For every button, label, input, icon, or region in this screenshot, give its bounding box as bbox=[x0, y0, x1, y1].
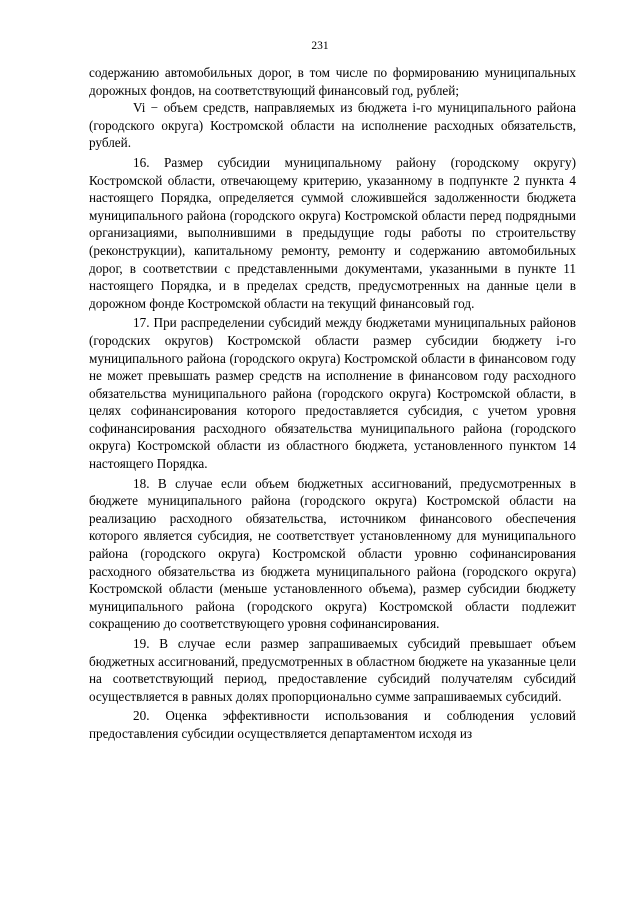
document-body bbox=[89, 64, 576, 743]
paragraph-19: 19. В случае если размер запрашиваемых субсидий превышает объем бюджетных ассигнований, предусмотренных в областном бюджете на указанные цели на соответствующий период, предоставление субсидий получателям субсидий осуществляется в равных долях пропорционально сумме запрашиваемых субсидий. bbox=[89, 636, 576, 704]
paragraph-18: 18. В случае если объем бюджетных ассигнований, предусмотренных в бюджете муниципального района (городского округа) Костромской области на реализацию расходного обязательства, источником финансового обеспечения которого является субсидия, не соответствует установленному для муниципального района (городского округа) Костромской области уровню софинансирования расходного обязательства из бюджета муниципального района (городского округа) Костромской области (меньше установленного объема), размер субсидии бюджету муниципального района (городского округа) Костромской области подлежит сокращению до соответствующего уровня софинансирования. bbox=[89, 475, 576, 632]
paragraph-20: 20. Оценка эффективности использования и соблюдения условий предоставления субсидии осуществляется департаментом исходя из bbox=[89, 708, 576, 741]
paragraph-17: 17. При распределении субсидий между бюджетами муниципальных районов (городских округов) Костромской области размер субсидии бюджету i-го муниципального района (городского округа) Костромской области в финансовом году не может превышать размер средств на исполнение в финансовом году расходного обязательства муниципального района (городского округа) Костромской области, в целях софинансирования которого предоставляется субсидия, с учетом уровня софинансирования расходного обязательства муниципального района (городского округа) Костромской области из областного бюджета, установленного пунктом 14 настоящего Порядка. bbox=[89, 315, 576, 472]
paragraph-continuation: содержанию автомобильных дорог, в том числе по формированию муниципальных дорожных фондов, на соответствующий финансовый год, рублей; bbox=[89, 65, 576, 98]
paragraph-16: 16. Размер субсидии муниципальному району (городскому округу) Костромской области, отвечающему критерию, указанному в подпункте 2 пункта 4 настоящего Порядка, определяется суммой сложившейся задолженности бюджета муниципального района (городского округа) Костромской области перед подрядными организациями, выполнившими в предыдущие годы работы по строительству (реконструкции), капитальному ремонту, ремонту и содержанию автомобильных дорог, в соответствии с представленными документами, указанными в пункте 11 настоящего Порядка, и в пределах средств, предусмотренных на данные цели в дорожном фонде Костромской области на текущий финансовый год. bbox=[89, 154, 576, 311]
page-number: 231 bbox=[311, 40, 329, 52]
paragraph-vi-definition: Vi − объем средств, направляемых из бюджета i-го муниципального района (городского округа) Костромской области на исполнение расходных обязательств, рублей. bbox=[89, 100, 576, 151]
